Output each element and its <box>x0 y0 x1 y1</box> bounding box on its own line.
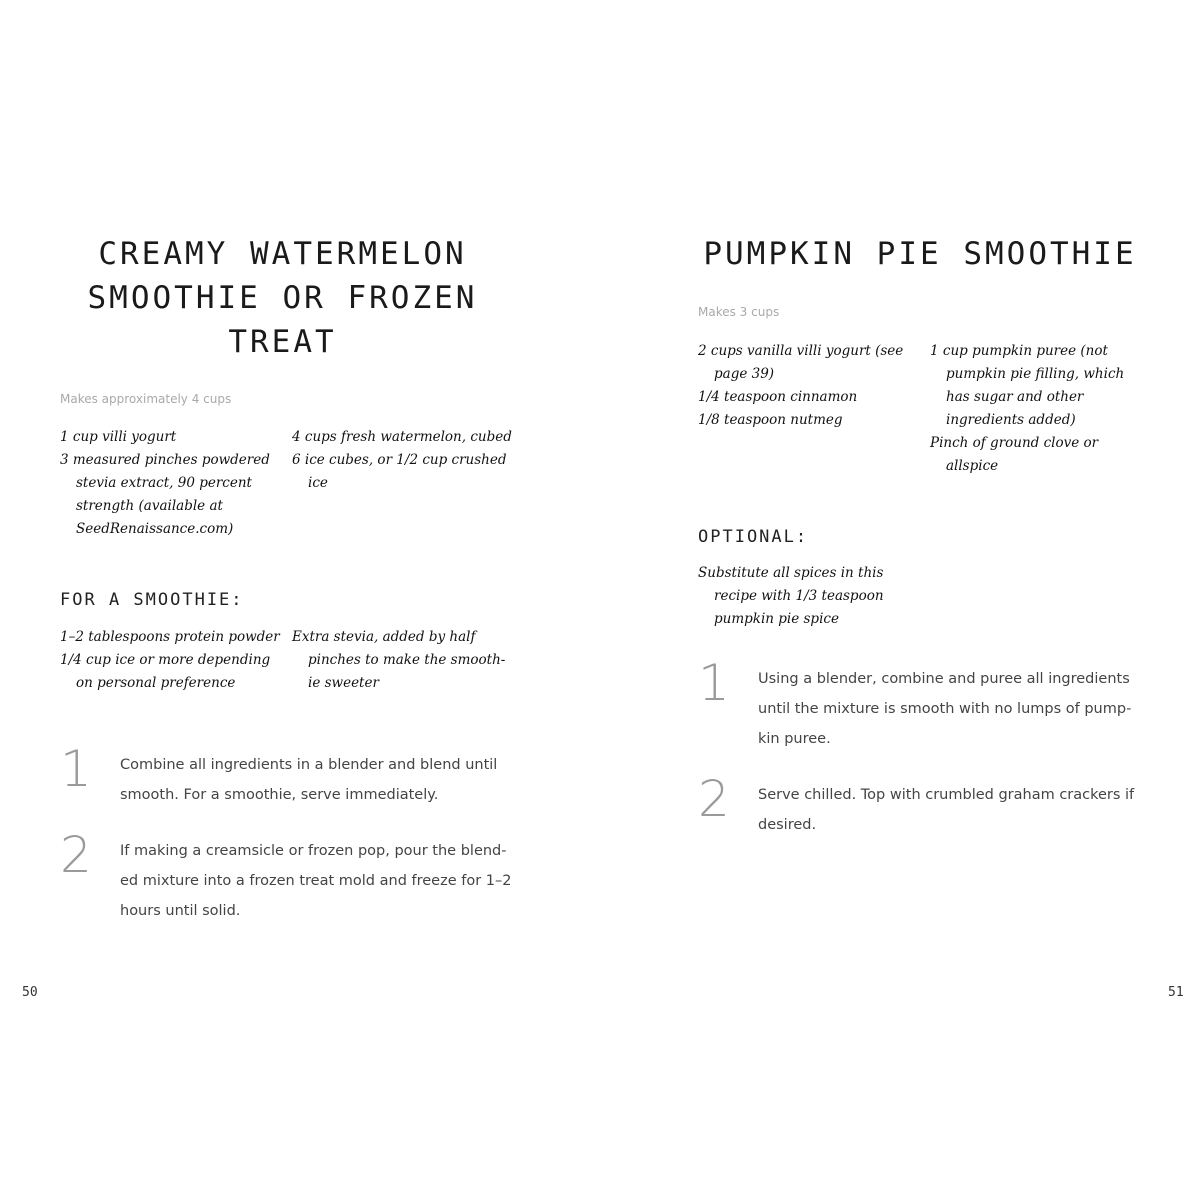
ingredient-item: 1/8 teaspoon nutmeg <box>698 412 843 428</box>
ingredient-item: 4 cups fresh watermelon, cubed <box>292 429 512 445</box>
smoothie-subheading: FOR A SMOOTHIE: <box>60 590 244 610</box>
optional-subheading: OPTIONAL: <box>698 527 809 547</box>
ingredient-item: 1/4 cup ice or more depending on personal preference <box>60 652 271 691</box>
page-number: 50 <box>22 985 38 1000</box>
recipe-yield: Makes approximately 4 cups <box>60 392 232 406</box>
ingredient-item: 1 cup pumpkin puree (not pumpkin pie filling, which has sugar and other ingredients added) <box>930 343 1125 428</box>
ingredient-item: Pinch of ground clove or allspice <box>930 435 1099 474</box>
optional-items <box>698 562 908 631</box>
ingredient-item: Extra stevia, added by half pinches to make the smooth-ie sweeter <box>292 629 506 691</box>
ingredients-column-1 <box>698 340 920 432</box>
title-line: CREAMY WATERMELON <box>98 236 467 272</box>
ingredients-column-2 <box>930 340 1140 478</box>
ingredient-item: 1–2 tablespoons protein powder <box>60 629 280 645</box>
ingredient-item: 2 cups vanilla villi yogurt (see page 39) <box>698 343 904 382</box>
ingredients-column-2 <box>292 426 512 495</box>
step-text: Serve chilled. Top with crumbled graham crackers if desired. <box>758 787 1135 833</box>
title-line: TREAT <box>228 324 337 360</box>
ingredient-item: 1 cup villi yogurt <box>60 429 177 445</box>
recipe-title: PUMPKIN PIE SMOOTHIE <box>703 236 1137 272</box>
step-number: 1 <box>698 654 730 712</box>
step-text: If making a creamsicle or frozen pop, pour the blend-ed mixture into a frozen treat mold and freeze for 1–2 hours until solid. <box>120 843 512 919</box>
page-number: 51 <box>1168 985 1184 1000</box>
step-number: 2 <box>698 770 730 828</box>
smoothie-column-1 <box>60 626 282 695</box>
ingredient-item: 3 measured pinches powdered stevia extract, 90 percent strength (available at SeedRenaissance.com) <box>60 452 270 537</box>
smoothie-column-2 <box>292 626 512 695</box>
recipe-yield: Makes 3 cups <box>698 305 780 319</box>
step-number: 2 <box>60 826 92 884</box>
title-line: SMOOTHIE OR FROZEN <box>87 280 478 316</box>
ingredient-item: 1/4 teaspoon cinnamon <box>698 389 858 405</box>
ingredients-column-1 <box>60 426 282 541</box>
step-number: 1 <box>60 740 92 798</box>
right-page <box>600 0 1200 1200</box>
step-text: Combine all ingredients in a blender and blend until smooth. For a smoothie, serve immediately. <box>120 757 498 803</box>
recipe-title <box>60 232 505 364</box>
ingredient-item: 6 ice cubes, or 1/2 cup crushed ice <box>292 452 507 491</box>
ingredient-item: Substitute all spices in this recipe with 1/3 teaspoon pumpkin pie spice <box>698 565 884 627</box>
step-text: Using a blender, combine and puree all ingredients until the mixture is smooth with no lumps of pump-kin puree. <box>758 671 1132 747</box>
